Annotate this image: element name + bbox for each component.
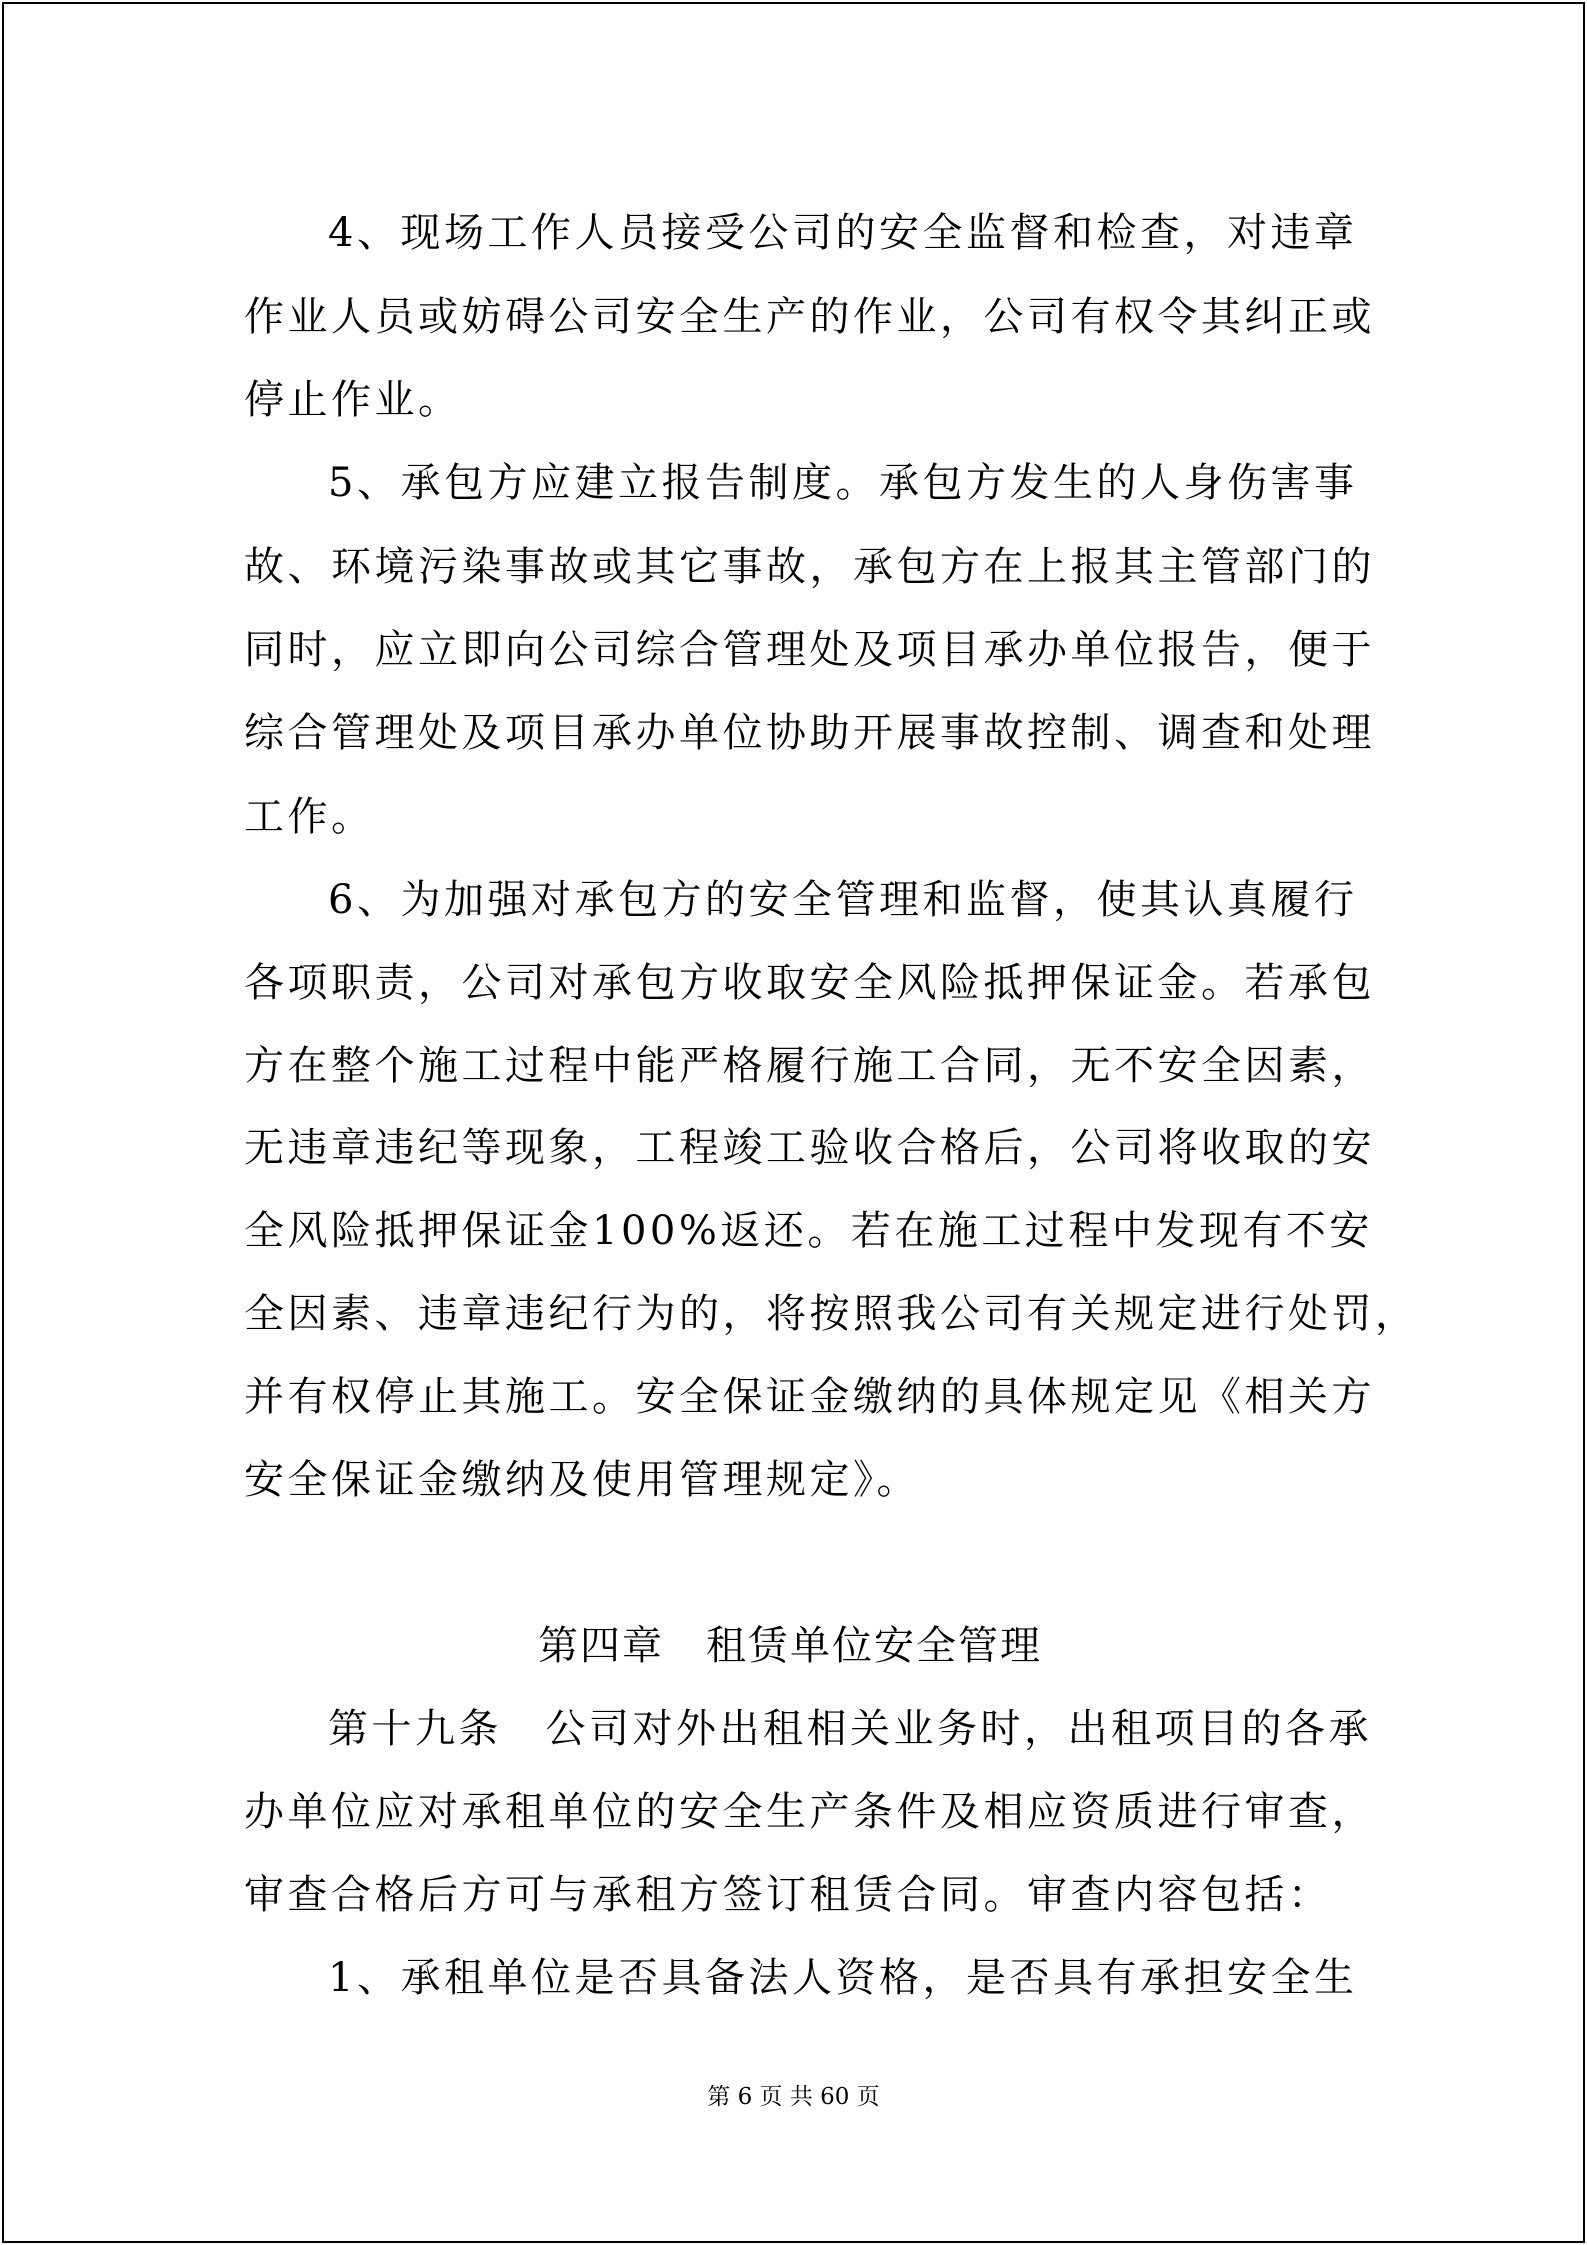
paragraph-6-line-6: 全因素、违章违纪行为的，将按照我公司有关规定进行处罚， xyxy=(244,1291,1419,1337)
paragraph-5-line-1: 5、承包方应建立报告制度。承包方发生的人身伤害事 xyxy=(328,460,1358,506)
paragraph-4-line-1: 4、现场工作人员接受公司的安全监督和检查，对违章 xyxy=(328,210,1358,256)
paragraph-4-line-2: 作业人员或妨碍公司安全生产的作业，公司有权令其纠正或 xyxy=(244,294,1375,340)
article-19-line-4: 1、承租单位是否具备法人资格，是否具有承担安全生 xyxy=(328,1955,1358,2001)
paragraph-6-line-5: 全风险抵押保证金100%返还。若在施工过程中发现有不安 xyxy=(244,1208,1373,1254)
paragraph-6-line-7: 并有权停止其施工。安全保证金缴纳的具体规定见《相关方 xyxy=(244,1374,1375,1420)
paragraph-6-line-1: 6、为加强对承包方的安全管理和监督，使其认真履行 xyxy=(328,877,1358,923)
paragraph-6-line-2: 各项职责，公司对承包方收取安全风险抵押保证金。若承包 xyxy=(244,960,1375,1006)
page-number-footer: 第 6 页 共 60 页 xyxy=(707,2084,880,2110)
paragraph-5-line-5: 工作。 xyxy=(244,794,375,840)
article-19-line-1: 第十九条 公司对外出租相关业务时，出租项目的各承 xyxy=(328,1706,1372,1752)
paragraph-5-line-4: 综合管理处及项目承办单位协助开展事故控制、调查和处理 xyxy=(244,710,1375,756)
chapter-heading: 第四章 租赁单位安全管理 xyxy=(538,1623,1042,1669)
paragraph-5-line-2: 故、环境污染事故或其它事故，承包方在上报其主管部门的 xyxy=(244,544,1375,590)
paragraph-6-line-8: 安全保证金缴纳及使用管理规定》。 xyxy=(244,1457,920,1503)
paragraph-6-line-3: 方在整个施工过程中能严格履行施工合同，无不安全因素， xyxy=(244,1043,1375,1089)
paragraph-5-line-3: 同时，应立即向公司综合管理处及项目承办单位报告，便于 xyxy=(244,627,1375,673)
article-19-line-3: 审查合格后方可与承租方签订租赁合同。审查内容包括： xyxy=(244,1872,1332,1918)
paragraph-6-line-4: 无违章违纪等现象，工程竣工验收合格后，公司将收取的安 xyxy=(244,1125,1375,1171)
paragraph-4-line-3: 停止作业。 xyxy=(244,377,462,423)
article-19-line-2: 办单位应对承租单位的安全生产条件及相应资质进行审查， xyxy=(244,1789,1375,1835)
